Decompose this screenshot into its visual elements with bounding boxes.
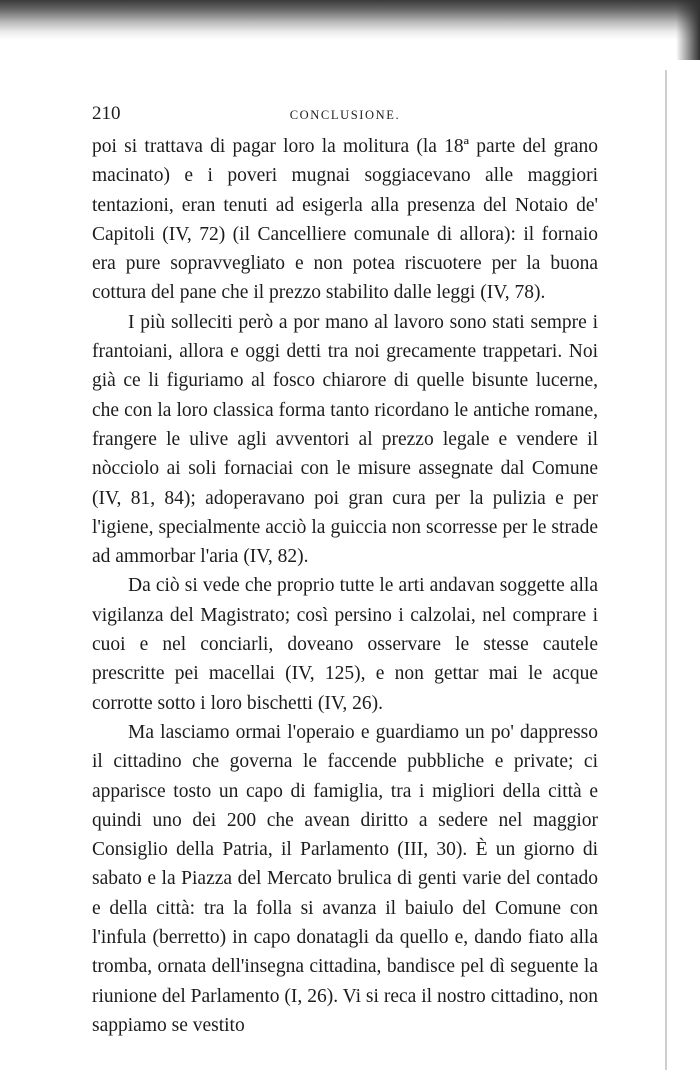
scan-shadow-top [0, 0, 700, 40]
page-number: 210 [92, 103, 121, 124]
page-edge-line [665, 70, 667, 1070]
body-text [92, 132, 598, 1040]
paragraph-1: poi si trattava di pagar loro la molitura (la 18ª parte del grano macinato) e i poveri mugnai soggiacevano alle maggiori tentazioni, eran tenuti ad esigerla alla presenza del Notaio de' Capitoli (IV, 72) (il Cancelliere comunale di allora): il fornaio era pure sopravvegliato e non potea riscuotere per la buona cottura del pane che il prezzo stabilito dalle leggi (IV, 78). [92, 136, 598, 304]
book-page [92, 102, 598, 1040]
paragraph-4: Ma lasciamo ormai l'operaio e guardiamo un po' dappresso il cittadino che governa le faccende pubbliche e private; ci apparisce tosto un capo di famiglia, tra i migliori della città e quindi uno dei 200 che avean diritto a sedere nel maggior Consiglio della Patria, il Parlamento (III, 30). È un giorno di sabato e la Piazza del Mercato brulica di genti varie del contado e della città: tra la folla si avanza il baiulo del Comune con l'infula (berretto) in capo donatagli da quello e, dando fiato alla tromba, ornata dell'insegna cittadina, bandisce pel dì seguente la riunione del Parlamento (I, 26). Vi si reca il nostro cittadino, non sappiamo se vestito [92, 721, 598, 1036]
paragraph-2: I più solleciti però a por mano al lavoro sono stati sempre i frantoiani, allora e oggi detti tra noi grecamente trappetari. Noi già ce li figuriamo al fosco chiarore di quelle bisunte lucerne, che con la loro classica forma tanto ricordano le antiche romane, frangere le ulive agli avventori al prezzo legale e vendere il nòcciolo ai soli fornaciai con le misure assegnate dal Comune (IV, 81, 84); adoperavano poi gran cura per la pulizia e per l'igiene, specialmente acciò la guiccia non scorresse per le strade ad ammorbar l'aria (IV, 82). [92, 311, 598, 568]
running-title: CONCLUSIONE. [289, 108, 401, 122]
page-header [92, 102, 598, 132]
scan-shadow-corner [676, 0, 700, 60]
paragraph-3: Da ciò si vede che proprio tutte le arti andavan soggette alla vigilanza del Magistrato; così persino i calzolai, nel comprare i cuoi e nel conciarli, doveano osservare le stesse cautele prescritte pei macellai (IV, 125), e non gettar mai le acque corrotte sotto i loro bischetti (IV, 26). [92, 575, 598, 714]
